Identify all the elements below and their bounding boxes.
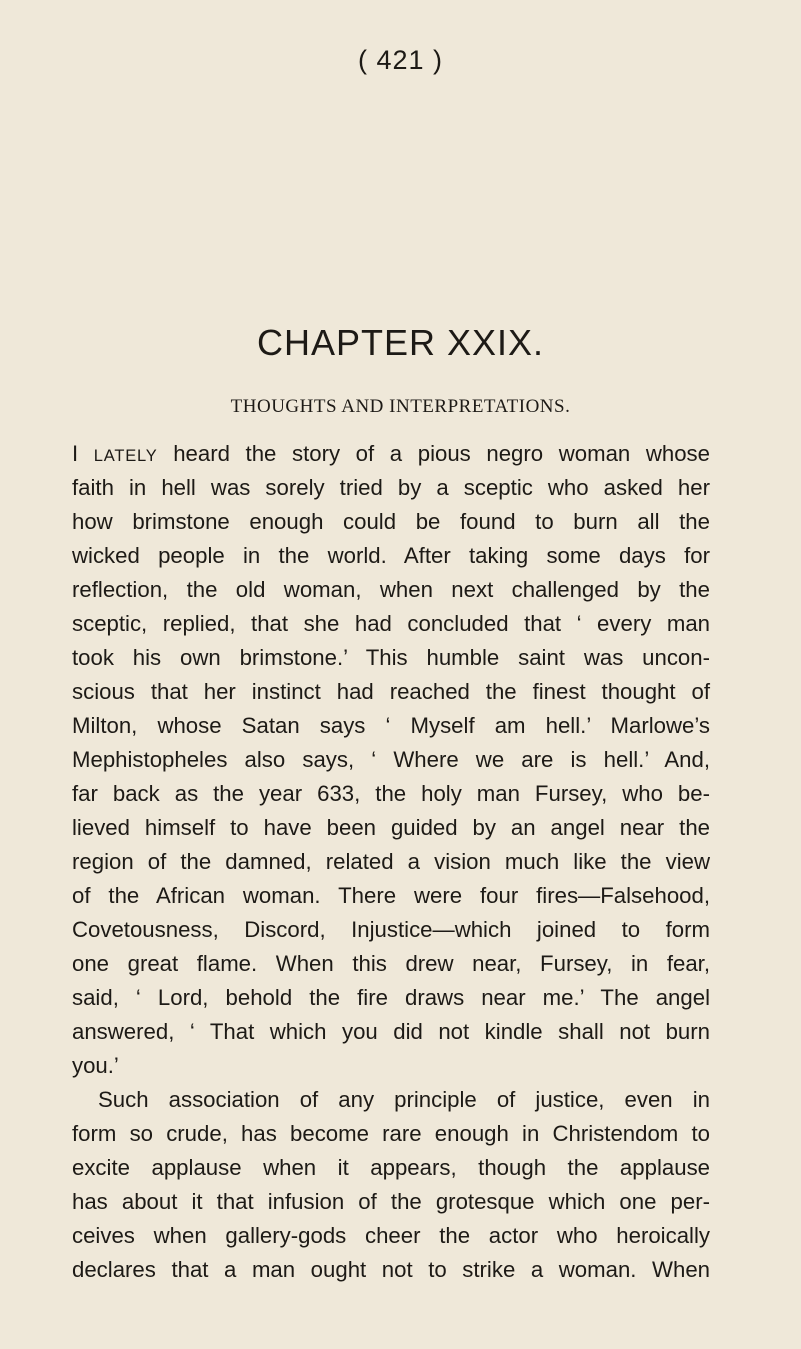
text-line: how brimstone enough could be found to burn all the (72, 509, 710, 534)
text-line: Milton, whose Satan says ‘ Myself am hell.’ Marlowe’s (72, 713, 710, 738)
text-line: reflection, the old woman, when next challenged by the (72, 577, 710, 602)
text-line: excite applause when it appears, though the applause (72, 1155, 710, 1180)
chapter-subtitle: THOUGHTS AND INTERPRETATIONS. (230, 396, 571, 417)
text-line: Such association of any principle of justice, even in (98, 1087, 710, 1112)
text-line: declares that a man ought not to strike a woman. When (72, 1257, 710, 1282)
text-line: has about it that infusion of the grotesque which one per- (72, 1189, 710, 1214)
text-line: region of the damned, related a vision much like the view (72, 849, 710, 874)
text-line: you.’ (72, 1053, 119, 1078)
text-line: scious that her instinct had reached the finest thought of (72, 679, 710, 704)
text-line: one great flame. When this drew near, Fursey, in fear, (72, 951, 710, 976)
smallcaps-word: LATELY (93, 447, 158, 465)
text-line: faith in hell was sorely tried by a sceptic who asked her (72, 475, 710, 500)
text-line: said, ‘ Lord, behold the fire draws near me.’ The angel (72, 985, 710, 1010)
text-line: ceives when gallery-gods cheer the actor who heroically (72, 1223, 710, 1248)
body-text (72, 437, 710, 1287)
page-number: ( 421 ) (357, 45, 444, 75)
text-line (72, 437, 710, 471)
initial-word: I (72, 441, 79, 466)
text-line-content: heard the story of a pious negro woman whose (157, 441, 710, 466)
text-line: wicked people in the world. After taking some days for (72, 543, 710, 568)
text-line: sceptic, replied, that she had concluded that ‘ every man (72, 611, 710, 636)
text-line: Covetousness, Discord, Injustice—which joined to form (72, 917, 710, 942)
text-line: Mephistopheles also says, ‘ Where we are is hell.’ And, (72, 747, 710, 772)
text-line: form so crude, has become rare enough in Christendom to (72, 1121, 710, 1146)
text-line: lieved himself to have been guided by an angel near the (72, 815, 710, 840)
text-line: answered, ‘ That which you did not kindle shall not burn (72, 1019, 710, 1044)
text-line: of the African woman. There were four fires—Falsehood, (72, 883, 710, 908)
text-line: took his own brimstone.’ This humble saint was uncon- (72, 645, 710, 670)
text-line: far back as the year 633, the holy man Fursey, who be- (72, 781, 710, 806)
chapter-title: CHAPTER XXIX. (256, 322, 545, 363)
